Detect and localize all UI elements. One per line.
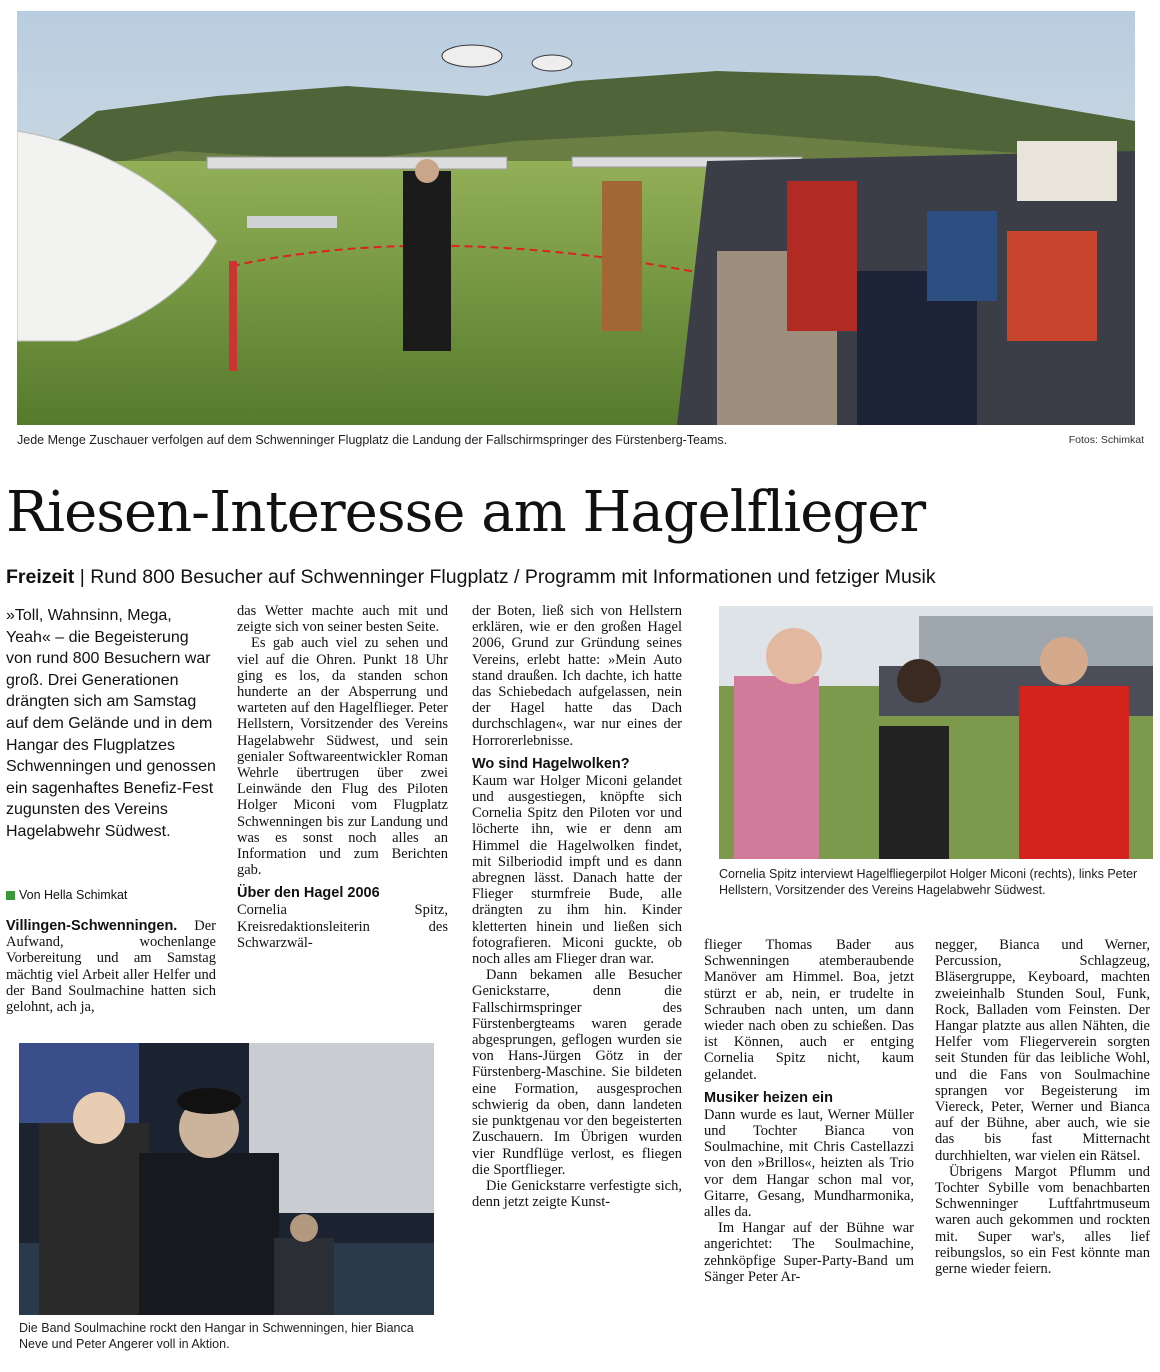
col3-text-4: Die Genickstarre verfestigte sich, denn jetzt zeigte Kunst-	[472, 1177, 682, 1211]
interview-photo-caption: Cornelia Spitz interviewt Hagelfliegerpilot Holger Miconi (rechts), links Peter Hellstern, Vorsitzender des Vereins Hagelabwehr Südwest.	[719, 867, 1138, 897]
subline	[6, 564, 936, 590]
photo-credit: Fotos: Schimkat	[1068, 434, 1144, 446]
col3-text-1: der Boten, ließ sich von Hellstern erklären, wie er den großen Hagel 2006, Grund zur Gründung seines Vereins, erlebt hatte: »Mein Auto stand draußen. Ich dachte, ich hatte das Schiebedach aufgelassen, nein der Hagel hatte das Dach durchschlagen«, war nur eines der Horrorerlebnisse.	[472, 603, 682, 749]
article-column-3	[472, 603, 682, 1365]
col2-text-2: Es gab auch viel zu sehen und viel auf die Ohren. Punkt 18 Uhr ging es los, da standen schon hunderte an der Absperrung und warteten auf den Hagelflieger. Peter Hellstern, Vorsitzender des Vereins Hagelabwehr Südwest, und sein genialer Softwareentwickler Roman Wehrle übertrugen über zwei Leinwände den Flug des Piloten Holger Miconi vom Flugplatz Schwenningen bis zur Landung und was es sonst noch alles an Information und zum Berichten gab.	[237, 635, 448, 879]
dateline: Villingen-Schwenningen.	[6, 918, 178, 934]
col5-text-2: Übrigens Margot Pflumm und Tochter Sybille vom benachbarten Schwenninger Luftfahrtmuseum waren auch gekommen und rockten mit. Super war's, alles lief reibungslos, so ein Fest könnte man gerne wieder feiern.	[935, 1163, 1150, 1278]
article-column-4	[704, 937, 914, 1365]
article-column-5	[935, 937, 1150, 1365]
byline-text: Von Hella Schimkat	[19, 888, 128, 902]
subhead-musiker: Musiker heizen ein	[704, 1089, 833, 1106]
airfield-photo	[17, 11, 1135, 425]
headline: Riesen-Interesse am Hagelflieger	[6, 480, 926, 545]
col4-text-2: Dann wurde es laut, Werner Müller und Tochter Bianca von Soulmachine, mit Chris Castellazzi von den »Brillos«, heizten als Trio vor dem Hangar schon mal vor, Gitarre, Gesang, Mundharmonika, alles da.	[704, 1106, 914, 1221]
band-photo-caption: Die Band Soulmachine rockt den Hangar in Schwenningen, hier Bianca Neve und Peter Angerer voll in Aktion.	[19, 1321, 414, 1351]
band-photo	[19, 1043, 434, 1315]
col3-text-2: Kaum war Holger Miconi gelandet und ausgestiegen, knöpfte sich Cornelia Spitz den Piloten vor und löcherte ihn, wie er denn am Himmel die Hagelwolken findet, mit Silberiodid impft und es dann abregnen lässt. Danach hatte der Flieger sturmfreie Bude, alle drängten zu ihm hin. Kinder kletterten hinein und ließen sich fotografieren. Miconi guckte, ob noch alles am Flieger dran war.	[472, 772, 682, 968]
top-photo-caption: Jede Menge Zuschauer verfolgen auf dem Schwenninger Flugplatz die Landung der Fallschirmspringer des Fürstenberg-Teams.	[17, 433, 728, 447]
article-column-2	[237, 603, 448, 1043]
subhead-hagelwolken: Wo sind Hagelwolken?	[472, 755, 630, 772]
paragraph-1-text: Der Aufwand, wochenlange Vorbereitung und am Samstag mächtig viel Arbeit aller Helfer und der Band Soulmachine hatten sich gelohnt, ach ja,	[6, 918, 216, 1016]
col4-text-3: Im Hangar auf der Bühne war angerichtet: The Soulmachine, zehnköpfige Super-Party-Band um Sänger Peter Ar-	[704, 1220, 914, 1285]
subline-text: Rund 800 Besucher auf Schwenninger Flugplatz / Programm mit Informationen und fetziger Musik	[90, 566, 936, 588]
col2-text-1: das Wetter machte auch mit und zeigte sich von seiner besten Seite.	[237, 603, 448, 636]
col5-text-1: negger, Bianca und Werner, Percussion, Schlagzeug, Bläsergruppe, Keyboard, machten zweieinhalb Stunden Soul, Funk, Rock, Balladen vom Feinsten. Der Hangar platzte aus allen Nähten, die Helfer vom Fliegerverein sorgten seit Stunden für das leibliche Wohl, und die Fans von Soulmachine sprangen vor Begeisterung im Viereck, Peter, Werner und Bianca auf der Bühne, aber auch, wie sie das bis fast Mitternacht durchhielten, war vielen ein Rätsel.	[935, 937, 1150, 1164]
col2-text-3: Cornelia Spitz, Kreisredaktionsleiterin des Schwarzwäl-	[237, 902, 448, 951]
subhead-hagel-2006: Über den Hagel 2006	[237, 885, 380, 902]
article-column-1	[6, 918, 216, 1044]
col3-text-3: Dann bekamen alle Besucher Genickstarre, denn die Fallschirmspringer des Fürstenbergteams waren gerade abgesprungen, geflogen wurden sie von Hans-Jürgen Götz in der Fürstenberg-Maschine. Sie bildeten eine Formation, ausgesprochen schwierig da oben, dann landeten sie punktgenau vor den begeisterten Zuschauern. Im Übrigen wurden vier Rundflüge verlost, es fliegen die Sportflieger.	[472, 967, 682, 1178]
subline-kicker: Freizeit	[6, 566, 75, 588]
interview-photo	[719, 606, 1153, 859]
byline-marker-icon	[6, 891, 15, 900]
intro-paragraph: »Toll, Wahnsinn, Mega, Yeah« – die Begeisterung von rund 800 Besuchern war groß. Drei Generationen drängten sich am Samstag auf dem Gelände und in dem Hangar des Flugplatzes Schwenningen und genossen ein sagenhaftes Benefiz-Fest zugunsten des Vereins Hagelabwehr Südwest.	[6, 607, 216, 840]
subline-separator: |	[79, 566, 85, 588]
byline	[6, 888, 127, 902]
col4-text-1: flieger Thomas Bader aus Schwenningen atemberaubende Manöver am Himmel. Boa, jetzt stürzt er ab, nein, er trudelte in Schrauben nach unten, um dann wieder nach oben zu schießen. Das ist Können, auch er entging Cornelia Spitz nicht, kaum gelandet.	[704, 937, 914, 1083]
